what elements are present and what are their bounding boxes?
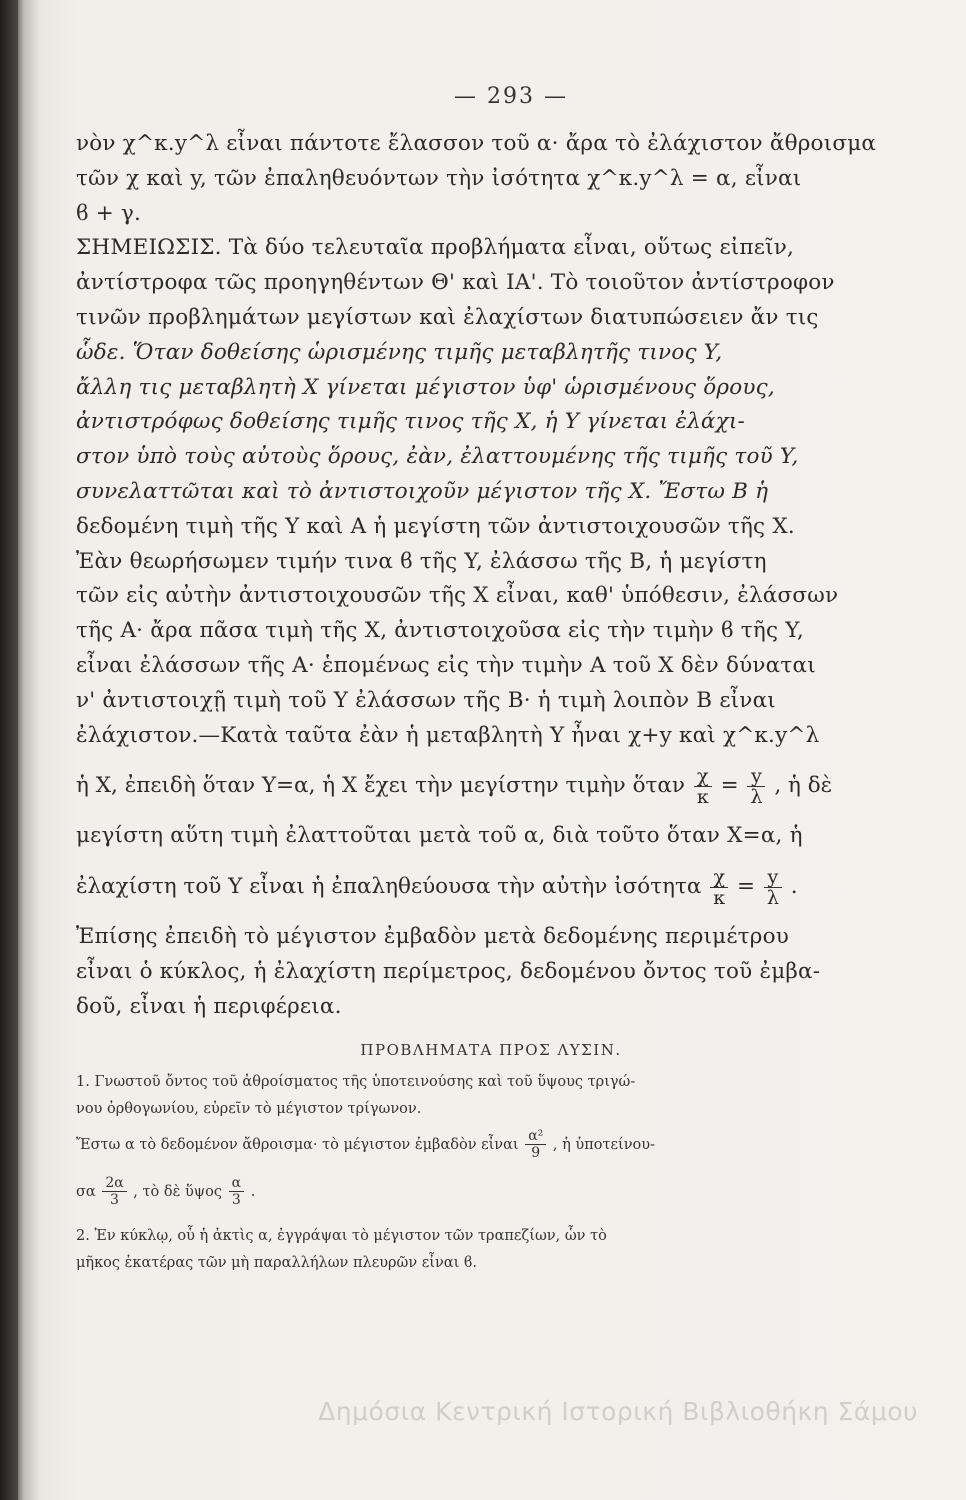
text-line: τῶν χ καὶ y, τῶν ἐπαληθευόντων τὴν ἰσότητα χ^κ.y^λ = α, εἶναι bbox=[76, 165, 802, 191]
text-line: νὸν χ^κ.y^λ εἶναι πάντοτε ἔλασσον τοῦ α· ἄρα τὸ ἐλάχιστον ἄθροισμα bbox=[76, 131, 877, 156]
text-line: δεδομένη τιμὴ τῆς Y καὶ A ἡ μεγίστη τῶν ἀντιστοιχουσῶν τῆς X. bbox=[76, 513, 795, 539]
page-number: — 293 — bbox=[454, 84, 568, 109]
fraction bbox=[525, 1128, 546, 1161]
text-line: εἶναι ὁ κύκλος, ἡ ἐλαχίστη περίμετρος, δεδομένου ὄντος τοῦ ἐμβα- bbox=[76, 958, 821, 984]
text-line: ἄλλη τις μεταβλητὴ X γίνεται μέγιστον ὑφ' ὡρισμένους ὅρους, bbox=[76, 374, 775, 400]
equation-text: ἡ X, ἐπειδὴ ὅταν Y=α, ἡ X ἔχει τὴν μεγίστην τιμὴν ὅταν bbox=[76, 773, 686, 799]
fraction-numerator: y bbox=[764, 867, 782, 888]
paragraph-3 bbox=[76, 920, 906, 1024]
book-spine-shadow bbox=[0, 0, 18, 1500]
text-line: Ἐὰν θεωρήσωμεν τιμήν τινα ϐ τῆς Y, ἐλάσσω τῆς B, ἡ μεγίστη bbox=[76, 548, 767, 574]
equation-line-2 bbox=[76, 854, 906, 920]
fraction-denominator: 3 bbox=[231, 1192, 241, 1209]
text-line: τῶν εἰς αὐτὴν ἀντιστοιχουσῶν τῆς X εἶναι, καθ' ὑπόθεσιν, ἐλάσσων bbox=[76, 583, 839, 609]
text-line: ὧδε. Ὅταν δοθείσης ὡρισμένης τιμῆς μεταβλητῆς τινος Y, bbox=[76, 339, 723, 365]
fraction-denominator: 3 bbox=[110, 1192, 119, 1209]
solution-line-2 bbox=[76, 1167, 906, 1217]
problem-2 bbox=[76, 1223, 906, 1277]
fraction-numerator: χ bbox=[710, 867, 728, 888]
fraction bbox=[710, 867, 728, 908]
fraction bbox=[764, 867, 782, 908]
fraction bbox=[229, 1175, 244, 1208]
text-line: νου ὀρθογωνίου, εὑρεῖν τὸ μέγιστον τρίγωνον. bbox=[76, 1100, 422, 1117]
solution-text: σα bbox=[76, 1183, 96, 1200]
text-line: 1. Γνωστοῦ ὄντος τοῦ ἀθροίσματος τῆς ὑποτεινούσης καὶ τοῦ ὕψους τριγώ- bbox=[76, 1073, 636, 1090]
text-line: ΣΗΜΕΙΩΣΙΣ. Τὰ δύο τελευταῖα προβλήματα εἶναι, οὕτως εἰπεῖν, bbox=[76, 235, 795, 261]
fraction-denominator: κ bbox=[713, 886, 726, 909]
book-page bbox=[18, 0, 966, 1500]
fraction bbox=[102, 1175, 126, 1208]
fraction-numerator: α bbox=[229, 1175, 244, 1192]
text-line: εἶναι ἐλάσσων τῆς A· ἑπομένως εἰς τὴν τιμὴν A τοῦ X δὲν δύναται bbox=[76, 652, 816, 678]
fraction-denominator: 9 bbox=[531, 1145, 541, 1162]
text-line: ἀντίστροφα τῶς προηγηθέντων Θ' καὶ ΙΑ'. Τὸ τοιοῦτον ἀντίστροφον bbox=[76, 270, 835, 296]
paragraph-1 bbox=[76, 127, 906, 231]
fraction bbox=[694, 766, 712, 807]
solution-text: . bbox=[250, 1183, 256, 1200]
equation-text: ἐλαχίστη τοῦ Y εἶναι ἡ ἐπαληθεύουσα τὴν αὐτὴν ἰσότητα bbox=[76, 874, 702, 900]
solution-line-1 bbox=[76, 1123, 906, 1167]
text-line: δοῦ, εἶναι ἡ περιφέρεια. bbox=[76, 993, 342, 1019]
fraction-denominator: λ bbox=[750, 785, 763, 808]
text-line: ἐλάχιστον.—Κατὰ ταῦτα ἐὰν ἡ μεταβλητὴ Y ἦναι χ+y καὶ χ^κ.y^λ bbox=[76, 722, 820, 748]
equation-text: . bbox=[790, 874, 798, 900]
fraction bbox=[747, 766, 765, 807]
equals-sign: = bbox=[720, 773, 739, 799]
fraction-numerator: α² bbox=[525, 1128, 546, 1145]
fraction-denominator: λ bbox=[766, 886, 779, 909]
text-line: συνελαττῶται καὶ τὸ ἀντιστοιχοῦν μέγιστον τῆς X. Ἔστω B ἡ bbox=[76, 478, 769, 504]
text-line: τῆς A· ἄρα πᾶσα τιμὴ τῆς X, ἀντιστοιχοῦσα εἰς τὴν τιμὴν ϐ τῆς Y, bbox=[76, 618, 804, 644]
fraction-numerator: 2α bbox=[102, 1175, 126, 1192]
text-line: ἀντιστρόφως δοθείσης τιμῆς τινος τῆς X, ἡ Y γίνεται ἐλάχι- bbox=[76, 409, 745, 435]
text-line: ν' ἀντιστοιχῇ τιμὴ τοῦ Y ἐλάσσων τῆς B· ἡ τιμὴ λοιπὸν B εἶναι bbox=[76, 687, 776, 713]
solution-text: , ἡ ὑποτείνου- bbox=[552, 1136, 655, 1153]
section-title: ΠΡΟΒΛΗΜΑΤΑ ΠΡΟΣ ΛΥΣΙΝ. bbox=[360, 1040, 622, 1059]
fraction-numerator: χ bbox=[694, 766, 712, 787]
text-line: 2. Ἐν κύκλῳ, οὗ ἡ ἀκτὶς α, ἐγγράψαι τὸ μέγιστον τῶν τραπεζίων, ὧν τὸ bbox=[76, 1227, 607, 1244]
fraction-numerator: y bbox=[747, 766, 765, 787]
text-line: Ἐπίσης ἐπειδὴ τὸ μέγιστον ἐμβαδὸν μετὰ δεδομένης περιμέτρου bbox=[76, 924, 790, 950]
problem-1 bbox=[76, 1069, 906, 1123]
text-line: στον ὑπὸ τοὺς αὐτοὺς ὅρους, ἐὰν, ἐλαττουμένης τῆς τιμῆς τοῦ Y, bbox=[76, 444, 799, 470]
text-line: ϐ + γ. bbox=[76, 200, 142, 226]
library-watermark: Δημόσια Κεντρική Ιστορική Βιβλιοθήκη Σάμου bbox=[318, 1397, 918, 1426]
equals-sign: = bbox=[736, 874, 755, 900]
text-line: μῆκος ἑκατέρας τῶν μὴ παραλλήλων πλευρῶν εἶναι ϐ. bbox=[76, 1254, 477, 1271]
solution-text: , τὸ δὲ ὕψος bbox=[133, 1183, 223, 1200]
page-content bbox=[76, 84, 906, 1277]
solution-text: Ἔστω α τὸ δεδομένον ἄθροισμα· τὸ μέγιστον ἐμβαδὸν εἶναι bbox=[76, 1136, 519, 1153]
equation-text: , ἡ δὲ bbox=[774, 773, 833, 799]
paragraph-note bbox=[76, 231, 906, 753]
fraction-denominator: κ bbox=[696, 785, 709, 808]
text-line: τινῶν προβλημάτων μεγίστων καὶ ἐλαχίστων διατυπώσειεν ἄν τις bbox=[76, 304, 819, 330]
text-line: μεγίστη αὕτη τιμὴ ἐλαττοῦται μετὰ τοῦ α, διὰ τοῦτο ὅταν X=α, ἡ bbox=[76, 823, 803, 849]
equation-line-1 bbox=[76, 753, 906, 819]
